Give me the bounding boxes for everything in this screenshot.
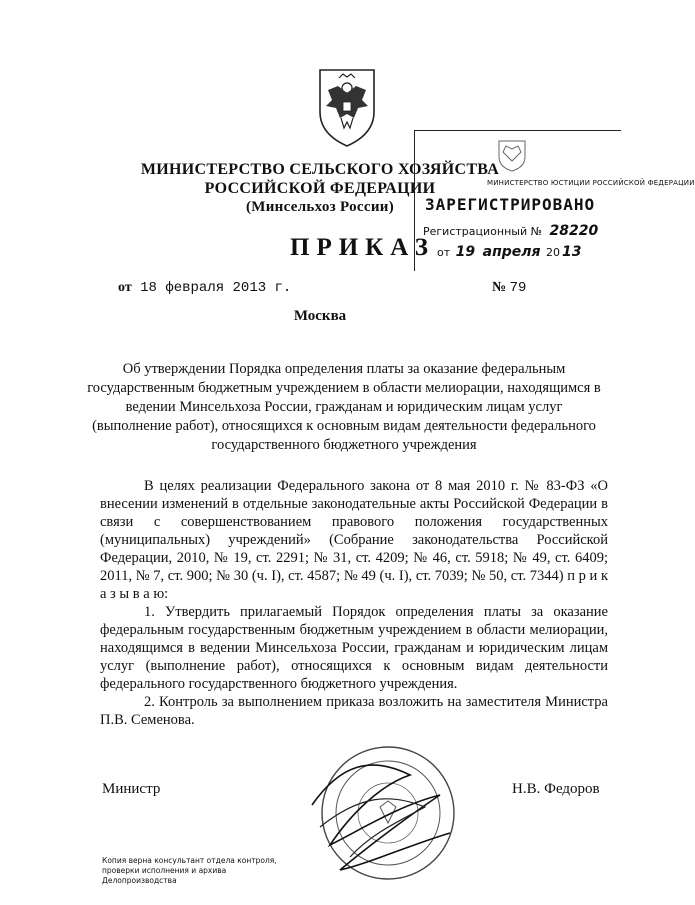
stamp-date [437,244,584,260]
registration-stamp [414,130,695,271]
order-number-label: № [492,280,507,295]
stamp-date-prefix: от [437,246,451,259]
stamp-emblem-icon [495,137,529,173]
stamp-reg-number: 28220 [549,223,599,239]
stamp-registration [423,223,598,239]
copy-note-line2: проверки исполнения и архива [102,866,227,875]
order-city: Москва [293,308,347,324]
ministry-short-name: (Минсельхоз России) [245,199,395,215]
order-date [118,280,291,296]
order-item-1: 1. Утвердить прилагаемый Порядок определения платы за оказание федеральным государственным бюджетным учреждением в области мелиорации, находящимся в ведении Минсельхоза России, гражданам и юридическим лицам услуг (выполнение работ), относящихся к основным видам деятельности федерального государственного бюджетного учреждения. [100,604,608,692]
signatory-name: Н.В. Федоров [512,781,600,797]
copy-note-line1: Копия верна консультант отдела контроля, [102,856,277,865]
copy-certification-note [102,856,277,886]
order-number [492,280,526,296]
stamp-ministry: МИНИСТЕРСТВО ЮСТИЦИИ РОССИЙСКОЙ ФЕДЕРАЦИИ [487,179,695,187]
stamp-reg-label: Регистрационный № [423,225,543,238]
official-seal [300,735,460,885]
copy-note-line3: Делопроизводства [102,876,177,885]
order-item-2: 2. Контроль за выполнением приказа возложить на заместителя Министра П.В. Семенова. [100,694,608,728]
signatory-role: Министр [102,781,161,797]
coat-of-arms-emblem [308,62,386,148]
order-date-value: 18 февраля 2013 г. [140,280,292,296]
document-type: ПРИКАЗ [290,234,435,261]
stamp-date-year-prefix: 20 [546,246,561,259]
stamp-date-year-suffix: 13 [562,244,582,260]
ministry-name-line2: РОССИЙСКОЙ ФЕДЕРАЦИИ [204,180,436,197]
order-number-value: 79 [509,280,527,296]
stamp-date-month: апреля [482,244,541,260]
order-date-prefix: от [118,280,132,295]
preamble-paragraph: В целях реализации Федерального закона от 8 мая 2010 г. № 83-ФЗ «О внесении изменений в отдельные законодательные акты Российской Федерации в связи с совершенствованием правового положения государственных (муниципальных) учреждений» (Собрание законодательства Российской Федерации, 2010, № 19, ст. 2291; № 31, ст. 4209; № 46, ст. 5918; № 49, ст. 6409; 2011, № 7, ст. 900; № 30 (ч. I), ст. 4587; № 49 (ч. I), ст. 7039; № 50, ст. 7344) п р и к а з ы в а ю: [100,478,608,602]
document-title: Об утверждении Порядка определения платы за оказание федеральным государственным бюджетным учреждением в области мелиорации, находящимся в ведении Минсельхоза России, гражданам и юридическим лицам услуг (выполнение работ), относящихся к основным видам деятельности федерального государственного бюджетного учреждения [87,361,601,453]
stamp-date-day: 19 [455,244,476,260]
document-body [100,477,608,729]
ministry-name-line1: МИНИСТЕРСТВО СЕЛЬСКОГО ХОЗЯЙСТВА [140,161,500,178]
stamp-title: ЗАРЕГИСТРИРОВАНО [425,195,596,214]
